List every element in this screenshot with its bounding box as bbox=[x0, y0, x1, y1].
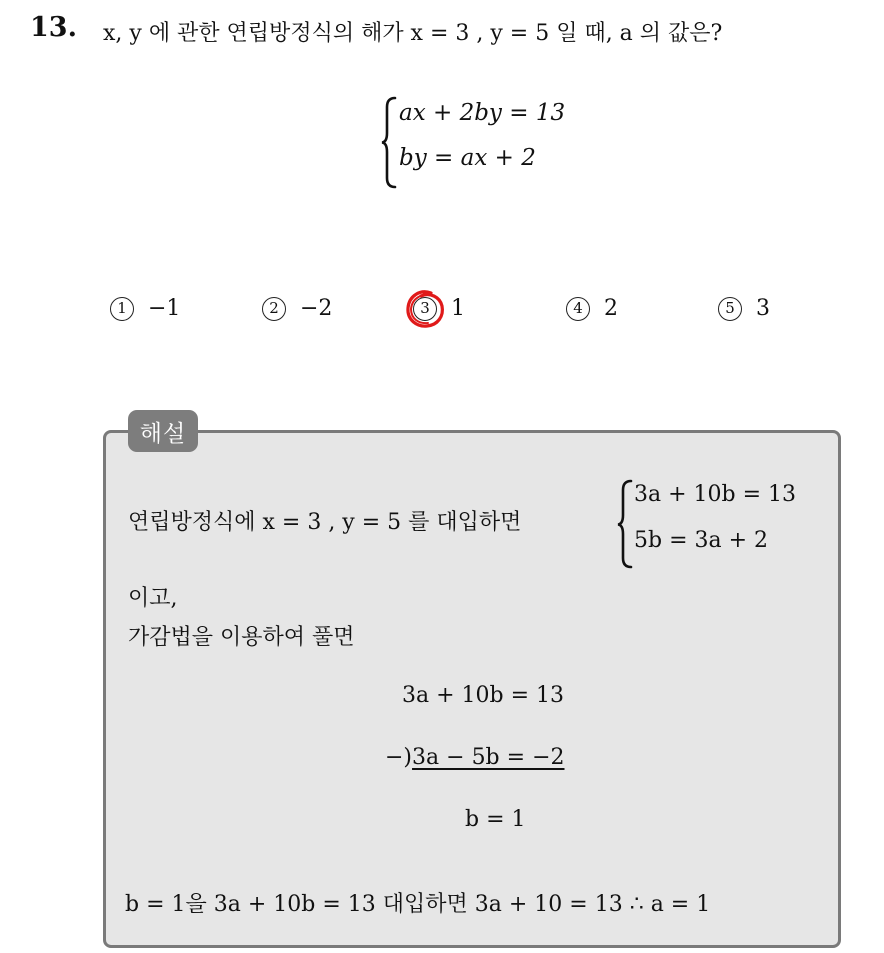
question-equation-2: by = ax + 2 bbox=[399, 145, 536, 171]
question-equation-system bbox=[380, 95, 580, 190]
solution-tab: 해설 bbox=[128, 410, 198, 452]
solution-line-substitute: 연립방정식에 x = 3 , y = 5 를 대입하면 bbox=[128, 510, 522, 535]
choice-4[interactable] bbox=[566, 296, 618, 321]
question-text: x, y 에 관한 연립방정식의 해가 x = 3 , y = 5 일 때, a 의 값은? bbox=[103, 21, 723, 46]
solution-equation-system bbox=[616, 478, 816, 570]
choice-2[interactable] bbox=[262, 296, 332, 321]
choice-1-mark: 1 bbox=[110, 297, 134, 321]
choice-5-value: 3 bbox=[756, 296, 770, 321]
choice-3-value: 1 bbox=[451, 296, 465, 321]
choice-3[interactable] bbox=[413, 296, 465, 321]
choice-4-mark: 4 bbox=[566, 297, 590, 321]
choice-3-mark: 3 bbox=[413, 297, 437, 321]
solution-line-method: 가감법을 이용하여 풀면 bbox=[128, 625, 355, 650]
choice-5-mark: 5 bbox=[718, 297, 742, 321]
choice-1[interactable] bbox=[110, 296, 180, 321]
solution-equation-2: 5b = 3a + 2 bbox=[634, 528, 769, 553]
calc-subtract-sign: −) bbox=[385, 745, 413, 770]
calc-equation-2-text: 3a − 5b = −2 bbox=[412, 745, 565, 770]
choice-5[interactable] bbox=[718, 296, 770, 321]
calc-equation-1: 3a + 10b = 13 bbox=[402, 683, 565, 708]
answer-circle-icon bbox=[403, 287, 447, 331]
solution-conclusion: b = 1을 3a + 10b = 13 대입하면 3a + 10 = 13 ∴ a = 1 bbox=[125, 892, 711, 917]
solution-equation-1: 3a + 10b = 13 bbox=[634, 482, 797, 507]
choice-1-value: −1 bbox=[148, 296, 181, 321]
left-brace-icon bbox=[380, 95, 398, 190]
calc-result: b = 1 bbox=[465, 807, 526, 832]
left-brace-icon bbox=[616, 478, 634, 570]
choice-2-mark: 2 bbox=[262, 297, 286, 321]
choice-2-value: −2 bbox=[300, 296, 333, 321]
solution-line-and: 이고, bbox=[128, 586, 178, 611]
calc-equation-2 bbox=[385, 745, 565, 770]
question-number: 13. bbox=[30, 12, 77, 43]
choice-4-value: 2 bbox=[604, 296, 618, 321]
question-equation-1: ax + 2by = 13 bbox=[399, 100, 566, 126]
